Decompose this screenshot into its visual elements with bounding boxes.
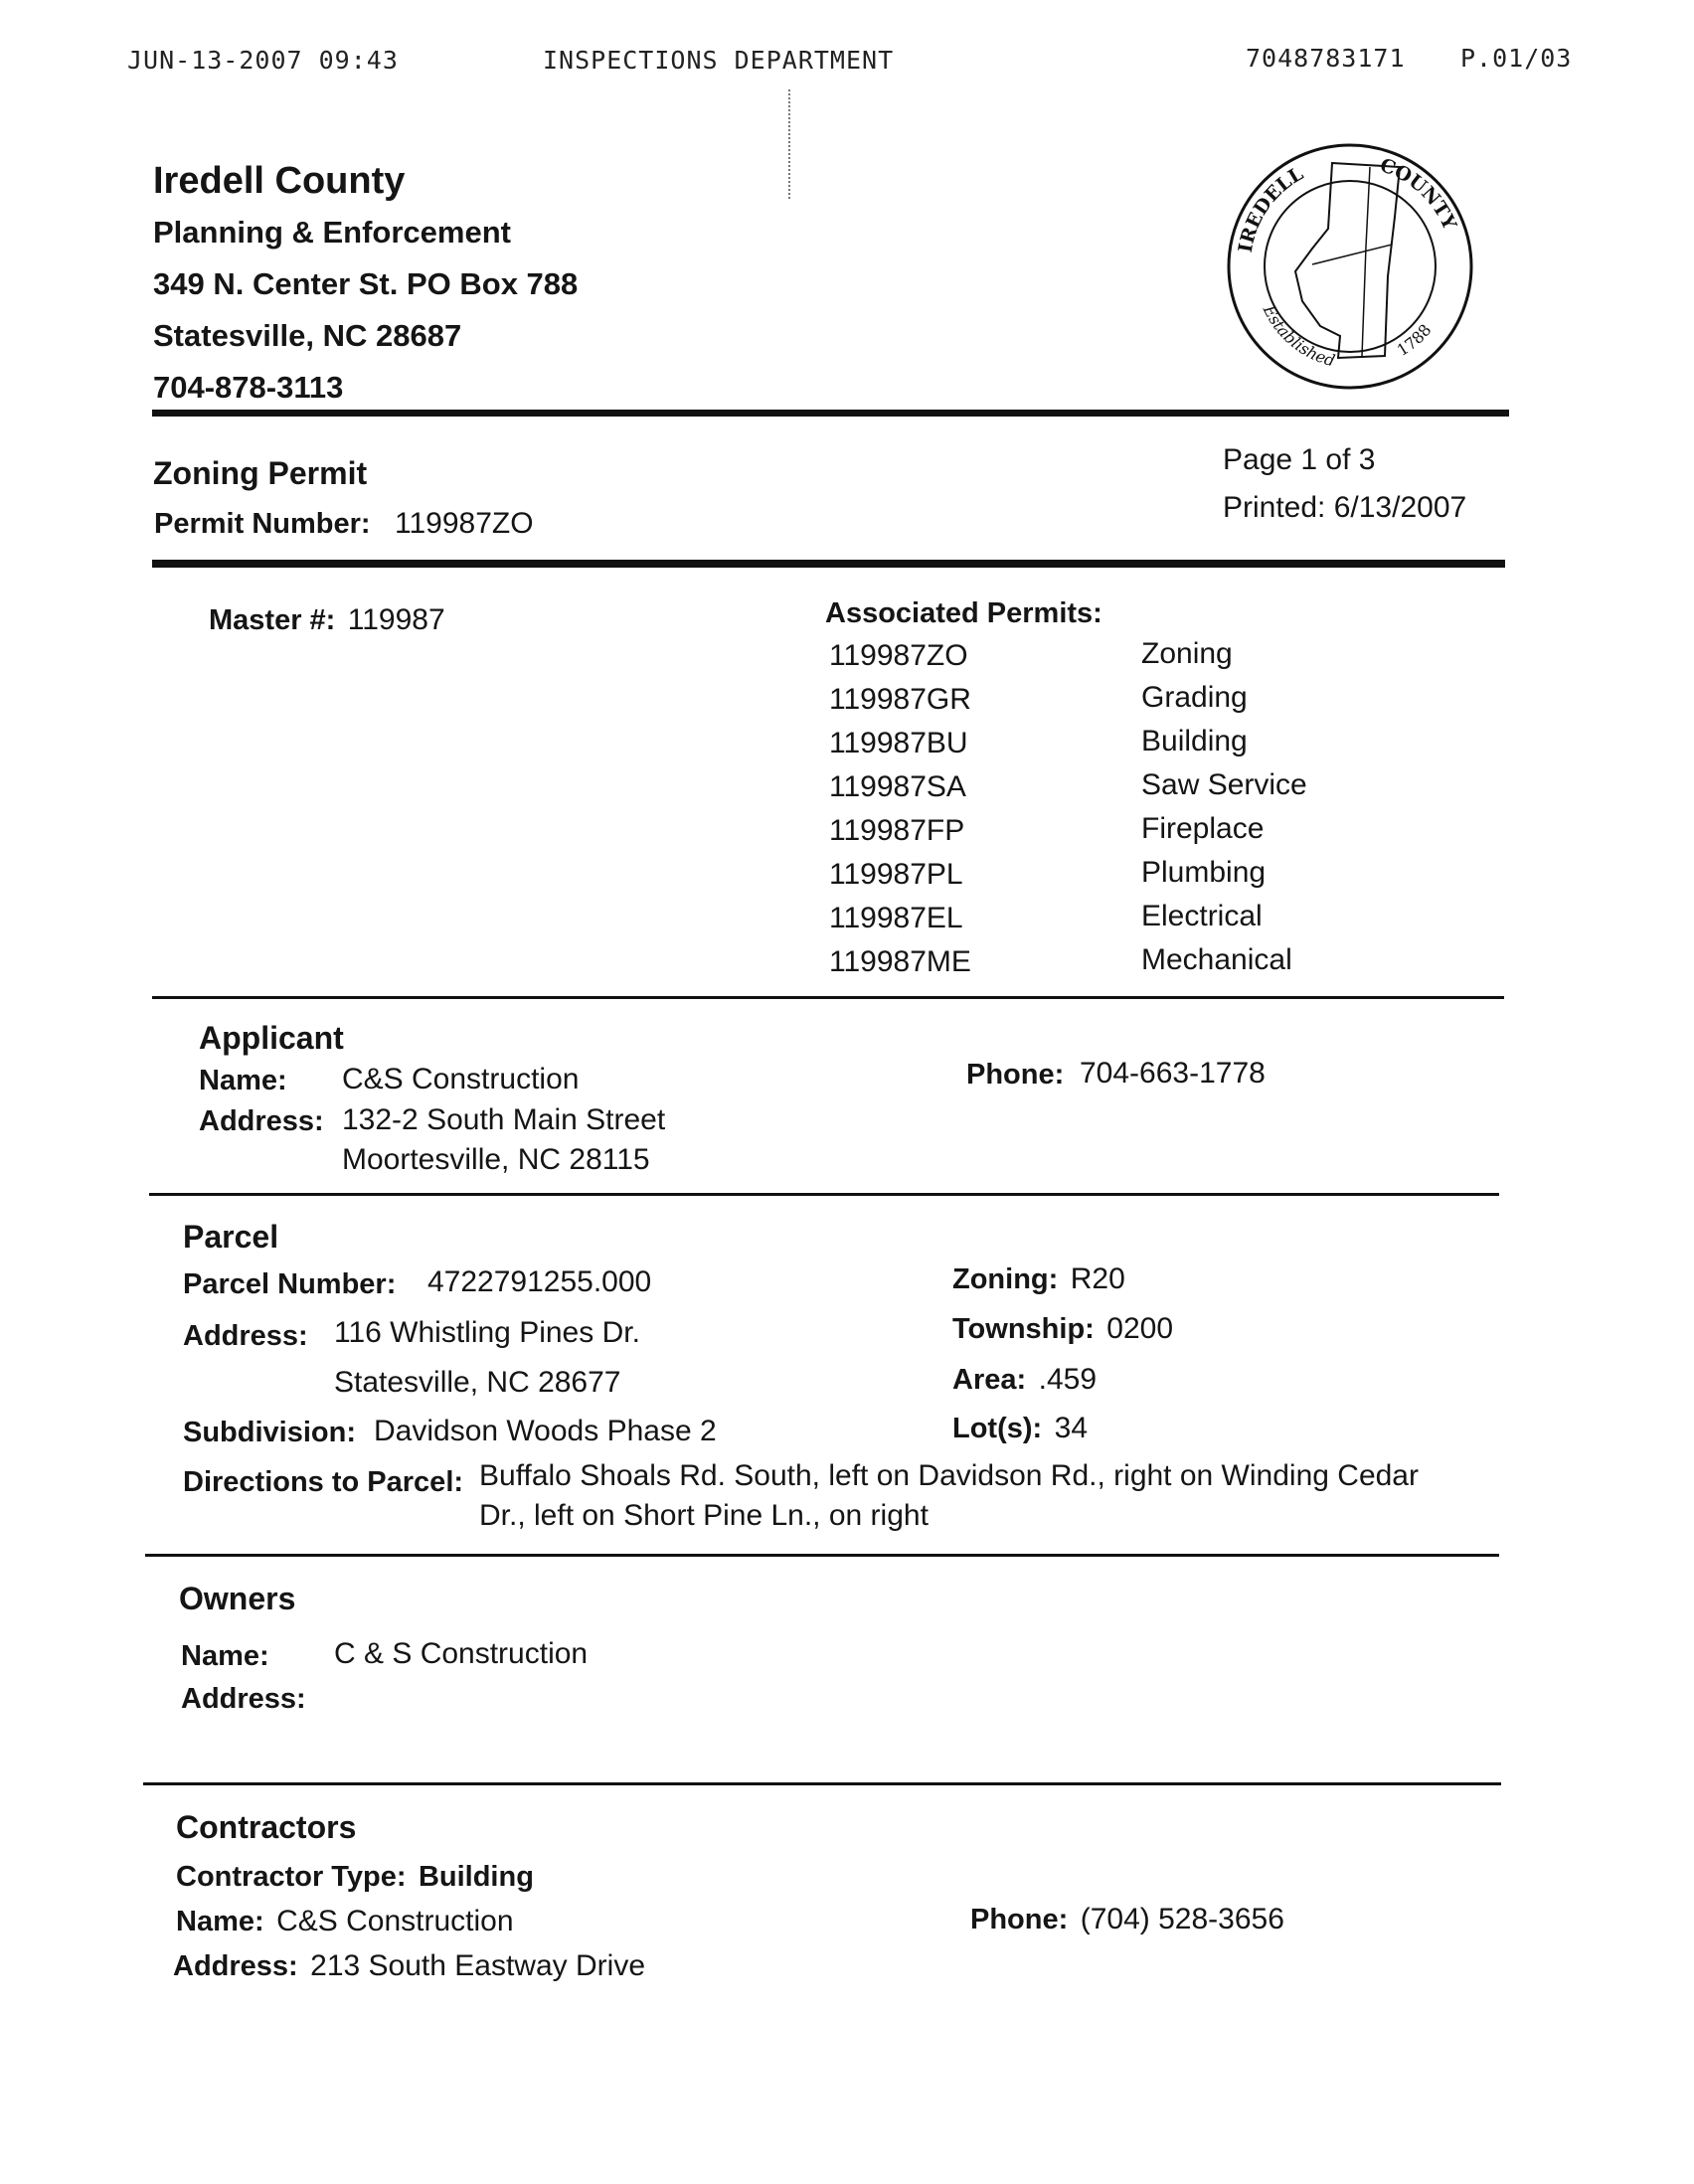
associated-permit-type: Saw Service	[1141, 768, 1307, 801]
applicant-address-line1: 132-2 South Main Street	[342, 1103, 666, 1136]
parcel-number: 4722791255.000	[427, 1265, 652, 1298]
parcel-zoning: R20	[1070, 1262, 1125, 1295]
parcel-township: 0200	[1106, 1312, 1174, 1345]
applicant-name: C&S Construction	[342, 1063, 580, 1095]
header-rule	[152, 410, 1509, 417]
parcel-heading: Parcel	[183, 1219, 279, 1255]
permit-title: Zoning Permit	[153, 455, 368, 491]
parcel-area: .459	[1038, 1363, 1097, 1396]
contractor-type: Building	[418, 1861, 534, 1893]
contractor-phone-row	[970, 1903, 1284, 1936]
associated-permit-type: Mechanical	[1141, 943, 1292, 976]
applicant-rule	[152, 996, 1504, 999]
page-indicator: Page 1 of 3	[1223, 443, 1376, 476]
parcel-subdivision-label: Subdivision:	[183, 1417, 356, 1448]
master-row	[209, 603, 445, 637]
applicant-phone: 704-663-1778	[1080, 1057, 1266, 1090]
parcel-lots-row	[952, 1412, 1088, 1445]
associated-permits-label: Associated Permits:	[825, 597, 1102, 629]
contractor-phone: (704) 528-3656	[1080, 1903, 1284, 1935]
applicant-phone-label: Phone:	[966, 1059, 1065, 1091]
seal-top-left-text: IREDELL	[1234, 162, 1307, 254]
fax-department: INSPECTIONS DEPARTMENT	[543, 46, 895, 75]
associated-permit-type: Grading	[1141, 681, 1248, 714]
org-phone: 704-878-3113	[153, 370, 344, 405]
parcel-rule	[149, 1193, 1499, 1196]
associated-permit-type: Zoning	[1141, 637, 1233, 670]
master-label: Master #:	[209, 604, 336, 636]
parcel-address-label: Address:	[183, 1320, 308, 1352]
master-value: 119987	[347, 603, 445, 636]
contractor-type-label: Contractor Type:	[176, 1861, 407, 1893]
contractors-rule	[143, 1782, 1501, 1785]
parcel-directions-label: Directions to Parcel:	[183, 1466, 464, 1498]
parcel-address-line2: Statesville, NC 28677	[334, 1366, 621, 1399]
org-block	[153, 155, 578, 414]
seal-top-right-text: COUNTY	[1377, 154, 1461, 234]
fax-divider-line	[788, 89, 790, 199]
parcel-zoning-row	[952, 1262, 1125, 1296]
contractor-address: 213 South Eastway Drive	[310, 1949, 645, 1982]
contractors-heading: Contractors	[176, 1809, 357, 1845]
associated-permit-type: Electrical	[1141, 900, 1263, 932]
seal-bottom-text: Established	[1259, 301, 1337, 371]
county-seal-icon	[1221, 137, 1479, 396]
owners-name: C & S Construction	[334, 1637, 589, 1670]
parcel-directions-line2: Dr., left on Short Pine Ln., on right	[479, 1499, 929, 1532]
contractor-phone-label: Phone:	[970, 1904, 1069, 1935]
contractor-name-row	[176, 1905, 514, 1938]
associated-permit-code: 119987BU	[829, 727, 968, 759]
contractor-type-row	[176, 1861, 534, 1894]
applicant-heading: Applicant	[199, 1020, 344, 1056]
permit-number-label: Permit Number:	[154, 508, 371, 540]
associated-permit-code: 119987SA	[829, 770, 966, 803]
parcel-area-row	[952, 1363, 1097, 1397]
fax-number: 7048783171	[1246, 44, 1406, 73]
associated-permit-type: Fireplace	[1141, 812, 1265, 845]
parcel-township-row	[952, 1312, 1173, 1346]
owners-rule	[145, 1554, 1499, 1557]
associated-permit-code: 119987ZO	[829, 639, 968, 672]
parcel-directions-line1: Buffalo Shoals Rd. South, left on Davidson Rd., right on Winding Cedar	[479, 1459, 1419, 1492]
contractor-address-row	[173, 1949, 645, 1983]
applicant-address-label: Address:	[199, 1105, 324, 1137]
fax-page-marker: P.01/03	[1460, 44, 1573, 73]
associated-permit-type: Building	[1141, 725, 1248, 757]
parcel-lots: 34	[1054, 1412, 1089, 1444]
parcel-lots-label: Lot(s):	[952, 1413, 1043, 1444]
printed-date: Printed: 6/13/2007	[1223, 491, 1467, 524]
seal-year: 1788	[1393, 320, 1436, 361]
contractor-address-label: Address:	[173, 1950, 298, 1982]
owners-heading: Owners	[179, 1581, 296, 1616]
parcel-zoning-label: Zoning:	[952, 1263, 1059, 1295]
associated-permit-code: 119987ME	[829, 945, 971, 978]
parcel-address-line1: 116 Whistling Pines Dr.	[334, 1316, 640, 1349]
applicant-name-label: Name:	[199, 1065, 287, 1096]
owners-name-label: Name:	[181, 1640, 269, 1672]
permit-number-row	[154, 507, 534, 541]
associated-permit-type: Plumbing	[1141, 856, 1267, 889]
org-division: Planning & Enforcement	[153, 215, 511, 250]
applicant-address-line2: Moortesville, NC 28115	[342, 1143, 650, 1176]
org-city: Statesville, NC 28687	[153, 318, 462, 353]
parcel-number-label: Parcel Number:	[183, 1268, 397, 1300]
org-street: 349 N. Center St. PO Box 788	[153, 266, 579, 301]
permit-rule	[152, 560, 1505, 568]
fax-datetime: JUN-13-2007 09:43	[127, 46, 399, 75]
associated-permit-code: 119987GR	[829, 683, 971, 716]
org-name: Iredell County	[153, 160, 406, 202]
associated-permit-code: 119987PL	[829, 858, 963, 891]
owners-address-label: Address:	[181, 1683, 306, 1715]
parcel-subdivision: Davidson Woods Phase 2	[374, 1415, 717, 1447]
parcel-area-label: Area:	[952, 1364, 1027, 1396]
associated-permit-code: 119987EL	[829, 902, 963, 934]
contractor-name: C&S Construction	[276, 1905, 514, 1937]
permit-number: 119987ZO	[395, 507, 534, 540]
contractor-name-label: Name:	[176, 1906, 264, 1937]
parcel-township-label: Township:	[952, 1313, 1095, 1345]
associated-permit-code: 119987FP	[829, 814, 965, 847]
